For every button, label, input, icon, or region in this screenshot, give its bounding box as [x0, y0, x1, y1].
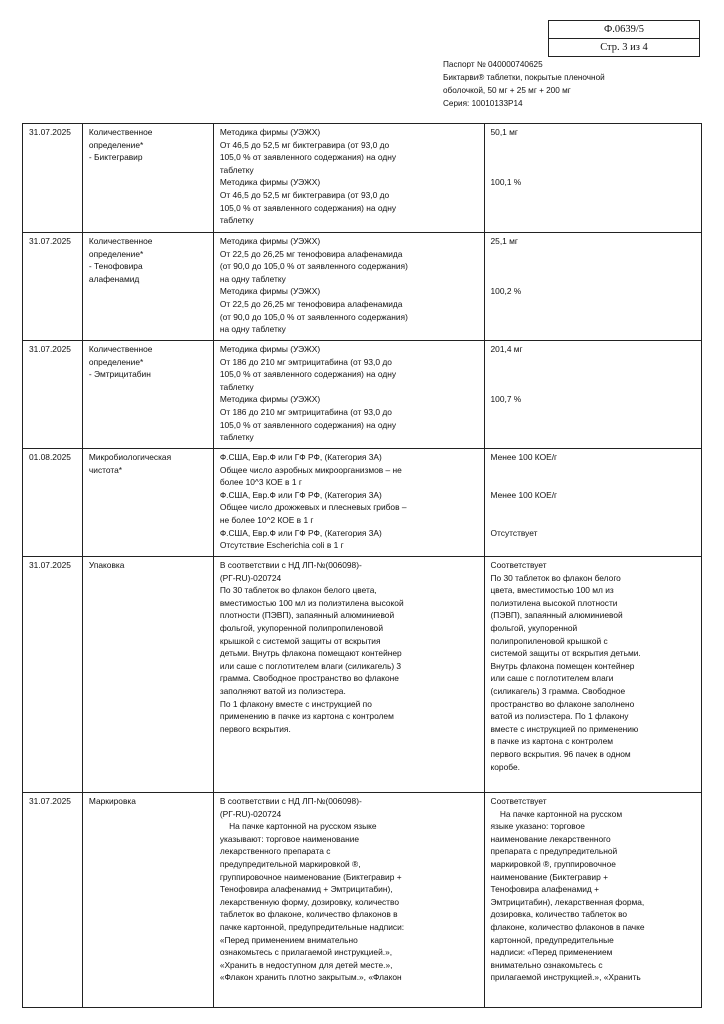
- result-line: прилагаемой инструкцией.», «Хранить: [490, 972, 641, 983]
- method-line: Методика фирмы (УЭЖХ): [219, 236, 321, 246]
- method-line: Ф.США, Евр.Ф или ГФ РФ, (Категория 3А): [219, 489, 382, 500]
- result-line: [491, 476, 697, 489]
- result-line: фольгой, укупоренной: [490, 622, 578, 633]
- result-line: языке указано: торговое: [490, 821, 585, 832]
- result-line: [491, 501, 697, 514]
- method-line: на одну таблетку: [219, 273, 286, 284]
- method-cell: [213, 341, 484, 449]
- passport-header: [443, 58, 605, 110]
- result-line: вместе с инструкцией по применению: [490, 723, 639, 734]
- result-line: 100,1 %: [490, 177, 522, 188]
- test-line: Упаковка: [88, 560, 125, 570]
- result-line: [491, 151, 697, 164]
- method-line: От 186 до 210 мг эмтрицитабина (от 93,0 до: [219, 406, 392, 417]
- test-results-table: [22, 123, 702, 1008]
- method-line: таблетку: [219, 381, 254, 392]
- result-line: [491, 248, 697, 261]
- method-line: От 46,5 до 52,5 мг биктегравира (от 93,0 до: [219, 189, 390, 200]
- result-line: [491, 164, 697, 177]
- result-line: полипропиленовой крышкой с: [490, 635, 608, 646]
- date-cell: [23, 793, 83, 1008]
- test-line: алафенамид: [88, 273, 140, 284]
- method-line: Отсутствие Escherichia coli в 1 г: [219, 540, 344, 551]
- method-cell: [213, 124, 484, 233]
- result-line: 50,1 мг: [490, 127, 518, 137]
- result-line: Соответствует: [490, 560, 547, 570]
- result-line: 25,1 мг: [490, 236, 518, 246]
- result-cell: [484, 233, 701, 341]
- date-cell: [23, 233, 83, 341]
- form-code-box: [548, 20, 700, 57]
- date-line: 01.08.2025: [29, 452, 71, 462]
- method-line: группировочное наименование (Биктегравир +: [219, 871, 402, 882]
- method-line: Методика фирмы (УЭЖХ): [219, 127, 321, 137]
- table-row: [23, 341, 702, 449]
- method-line: или саше с поглотителем влаги (силикагель) 3: [219, 660, 402, 671]
- method-line: первого вскрытия.: [219, 723, 291, 734]
- method-line: От 186 до 210 мг эмтрицитабина (от 93,0 до: [219, 356, 392, 367]
- result-line: наименование (Биктегравир +: [490, 871, 608, 882]
- method-line: более 10^3 КОЕ в 1 г: [219, 477, 302, 488]
- table-row: [23, 449, 702, 557]
- date-line: 31.07.2025: [29, 236, 71, 246]
- result-line: препарата с предупредительной: [490, 846, 618, 857]
- result-line: ватой из полиэстера. По 1 флакону: [490, 711, 629, 722]
- result-line: в пачке из картона с контролем: [490, 736, 614, 747]
- test-line: - Биктегравир: [88, 152, 143, 163]
- method-line: на одну таблетку: [219, 324, 286, 335]
- result-line: Отсутствует: [490, 527, 538, 538]
- result-line: [491, 260, 697, 273]
- result-line: или саше с поглотителем влаги: [490, 673, 614, 684]
- result-line: По 30 таблеток во флакон белого: [490, 572, 621, 583]
- method-line: «Хранить в недоступном для детей месте.»,: [219, 959, 393, 970]
- method-line: Методика фирмы (УЭЖХ): [219, 177, 321, 188]
- method-line: 105,0 % от заявленного содержания) на одну: [219, 152, 397, 163]
- method-line: вместимостью 100 мл из полиэтилена высокой: [219, 597, 404, 608]
- result-line: [491, 381, 697, 394]
- method-line: применению в пачке из картона с контролем: [219, 711, 394, 722]
- result-line: [491, 368, 697, 381]
- test-line: чистота*: [88, 464, 123, 475]
- method-line: ознакомьтесь с прилагаемой инструкцией.»,: [219, 947, 393, 958]
- result-cell: [484, 449, 701, 557]
- method-line: таблетку: [219, 215, 254, 226]
- method-cell: [213, 449, 484, 557]
- method-line: 105,0 % от заявленного содержания) на одну: [219, 419, 397, 430]
- result-line: Менее 100 КОЕ/г: [490, 489, 558, 500]
- table-row: [23, 124, 702, 233]
- method-line: таблетку: [219, 164, 254, 175]
- date-cell: [23, 557, 83, 793]
- result-line: наименование лекарственного: [490, 833, 611, 844]
- result-line: 100,7 %: [490, 394, 522, 405]
- result-cell: [484, 124, 701, 233]
- method-line: указывают: торговое наименование: [219, 833, 360, 844]
- test-name-cell: [82, 233, 213, 341]
- method-line: лекарственную форму, дозировку, количество: [219, 896, 400, 907]
- date-line: 31.07.2025: [29, 344, 71, 354]
- method-line: (РГ-RU)-020724: [219, 572, 282, 583]
- method-line: Методика фирмы (УЭЖХ): [219, 394, 321, 405]
- method-line: детьми. Внутрь флакона помещают контейнер: [219, 648, 402, 659]
- date-cell: [23, 449, 83, 557]
- result-line: флаконе, количество флаконов в пачке: [490, 921, 645, 932]
- test-line: Количественное: [88, 127, 153, 137]
- method-line: В соответствии с НД ЛП-№(006098)-: [219, 560, 362, 570]
- result-line: Тенофовира алафенамид +: [490, 884, 599, 895]
- date-line: 31.07.2025: [29, 796, 71, 806]
- result-line: [491, 139, 697, 152]
- result-line: системой защиты от вскрытия детьми.: [490, 648, 641, 659]
- table-row: [23, 793, 702, 1008]
- method-line: 105,0 % от заявленного содержания) на одну: [219, 369, 397, 380]
- method-line: Общее число дрожжевых и плесневых грибов –: [219, 502, 407, 513]
- result-line: 100,2 %: [490, 286, 522, 297]
- table-row: [23, 557, 702, 793]
- date-line: 31.07.2025: [29, 560, 71, 570]
- test-line: определение*: [88, 248, 144, 259]
- result-line: дозировка, количество таблеток во: [490, 909, 628, 920]
- date-cell: [23, 124, 83, 233]
- method-line: На пачке картонной на русском языке: [219, 821, 377, 832]
- method-line: таблеток во флаконе, количество флаконов в: [219, 909, 398, 920]
- method-line: (от 90,0 до 105,0 % от заявленного содержания): [219, 311, 408, 322]
- method-line: Тенофовира алафенамид + Эмтрицитабин),: [219, 884, 393, 895]
- method-line: От 22,5 до 26,25 мг тенофовира алафенамида: [219, 248, 403, 259]
- test-name-cell: [82, 557, 213, 793]
- method-cell: [213, 557, 484, 793]
- result-line: [491, 514, 697, 527]
- test-line: - Тенофовира: [88, 261, 143, 272]
- product-name-line-2: оболочкой, 50 мг + 25 мг + 200 мг: [443, 86, 571, 95]
- result-line: первого вскрытия. 96 пачек в одном: [490, 748, 631, 759]
- method-line: Методика фирмы (УЭЖХ): [219, 286, 321, 297]
- form-code: Ф.0639/5: [603, 24, 645, 35]
- result-line: цвета, вместимостью 100 мл из: [490, 585, 614, 596]
- test-line: Маркировка: [88, 796, 136, 806]
- result-line: [491, 273, 697, 286]
- method-line: Методика фирмы (УЭЖХ): [219, 344, 321, 354]
- method-line: «Флакон хранить плотно закрытым.», «Флакон: [219, 972, 402, 983]
- method-line: В соответствии с НД ЛП-№(006098)-: [219, 796, 362, 806]
- test-line: Количественное: [88, 344, 153, 354]
- method-line: заполняют ватой из полиэстера.: [219, 685, 346, 696]
- result-line: [491, 356, 697, 369]
- result-line: (ПЭВП), запаянный алюминиевой: [490, 610, 623, 621]
- method-line: «Перед применением внимательно: [219, 934, 358, 945]
- method-line: плотности (ПЭВП), запаянный алюминиевой: [219, 610, 395, 621]
- method-line: Общее число аэробных микроорганизмов – не: [219, 464, 402, 475]
- method-line: Ф.США, Евр.Ф или ГФ РФ, (Категория 3А): [219, 452, 382, 462]
- method-line: От 46,5 до 52,5 мг биктегравира (от 93,0 до: [219, 139, 390, 150]
- method-line: 105,0 % от заявленного содержания) на одну: [219, 202, 397, 213]
- test-name-cell: [82, 124, 213, 233]
- test-name-cell: [82, 341, 213, 449]
- table-row: [23, 233, 702, 341]
- result-line: Менее 100 КОЕ/г: [490, 452, 558, 462]
- method-line: пачке картонной, предупредительные надписи:: [219, 921, 405, 932]
- test-line: определение*: [88, 356, 144, 367]
- result-line: внимательно ознакомьтесь с: [490, 959, 603, 970]
- method-line: фольгой, укупоренной полипропиленовой: [219, 622, 383, 633]
- date-line: 31.07.2025: [29, 127, 71, 137]
- result-line: На пачке картонной на русском: [490, 808, 623, 819]
- test-line: Количественное: [88, 236, 153, 246]
- result-line: картонной, предупредительные: [490, 934, 614, 945]
- result-line: надписи: «Перед применением: [490, 947, 613, 958]
- result-line: пространство во флаконе заполнено: [490, 698, 635, 709]
- method-line: крышкой с системой защиты от вскрытия: [219, 635, 381, 646]
- method-line: (РГ-RU)-020724: [219, 808, 282, 819]
- result-line: 201,4 мг: [490, 344, 523, 354]
- result-line: коробе.: [490, 761, 520, 772]
- method-line: не более 10^2 КОЕ в 1 г: [219, 514, 314, 525]
- result-line: Внутрь флакона помещен контейнер: [490, 660, 635, 671]
- test-line: определение*: [88, 139, 144, 150]
- method-cell: [213, 793, 484, 1008]
- page-number: Стр. 3 из 4: [549, 38, 699, 56]
- product-name-line-1: Биктарви® таблетки, покрытые пленочной: [443, 73, 605, 82]
- result-line: маркировкой ®, группировочное: [490, 858, 616, 869]
- method-line: От 22,5 до 26,25 мг тенофовира алафенамида: [219, 298, 403, 309]
- test-line: Микробиологическая: [88, 452, 172, 462]
- method-line: предупредительной маркировкой ®,: [219, 858, 361, 869]
- method-line: лекарственного препарата с: [219, 846, 331, 857]
- method-line: По 1 флакону вместе с инструкцией по: [219, 698, 372, 709]
- batch-number: Серия: 10010133Р14: [443, 99, 523, 108]
- method-line: таблетку: [219, 432, 254, 443]
- result-line: [491, 464, 697, 477]
- result-cell: [484, 557, 701, 793]
- test-name-cell: [82, 793, 213, 1008]
- result-line: полиэтилена высокой плотности: [490, 597, 618, 608]
- result-cell: [484, 793, 701, 1008]
- method-line: По 30 таблеток во флакон белого цвета,: [219, 585, 377, 596]
- result-line: Эмтрицитабин), лекарственная форма,: [490, 896, 645, 907]
- method-line: (от 90,0 до 105,0 % от заявленного содержания): [219, 261, 408, 272]
- result-cell: [484, 341, 701, 449]
- method-line: грамма. Свободное пространство во флаконе: [219, 673, 399, 684]
- passport-number: Паспорт № 040000740625: [443, 60, 543, 69]
- method-line: Ф.США, Евр.Ф или ГФ РФ, (Категория 3А): [219, 527, 382, 538]
- test-name-cell: [82, 449, 213, 557]
- method-cell: [213, 233, 484, 341]
- test-line: - Эмтрицитабин: [88, 369, 151, 380]
- result-line: (силикагель) 3 грамма. Свободное: [490, 685, 626, 696]
- result-line: Соответствует: [490, 796, 547, 806]
- date-cell: [23, 341, 83, 449]
